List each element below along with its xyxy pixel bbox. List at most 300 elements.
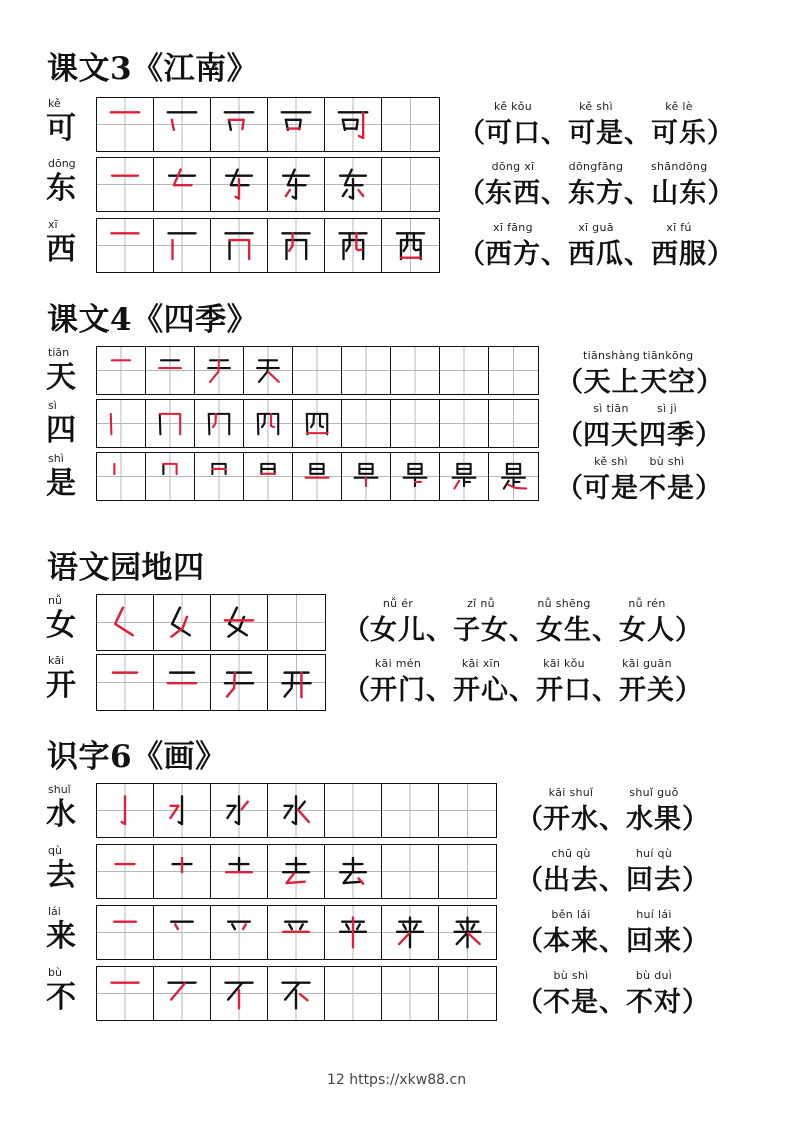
new-stroke [210,360,219,382]
stroke-step [154,906,210,959]
word-pinyin: kāi mén [374,657,422,670]
character-row [0,156,793,214]
word-text: 山东 [651,178,708,209]
word-pinyin: huí lái [636,908,672,921]
open-paren: （ [556,367,583,398]
stroke-order-grid [96,157,440,212]
close-paren: ） [707,239,734,270]
new-stroke [236,179,239,199]
close-paren: ） [682,926,709,957]
stroke-step [146,453,194,500]
grid-cell [211,845,268,898]
previous-stroke [472,924,475,929]
stroke-step [268,158,324,211]
word-pinyin: dōngfāng [568,160,624,173]
previous-stroke [350,179,353,199]
word-text: 四季 [639,420,695,451]
grid-cell [325,219,382,272]
head-character: 天 [46,360,76,395]
grid-cell [97,453,146,500]
open-paren: （ [516,987,543,1018]
word-pinyin: sì jì [657,402,677,415]
previous-stroke [404,233,407,251]
stroke-step [97,219,153,272]
new-stroke [174,170,192,186]
word-list [556,345,723,403]
new-stroke [160,414,180,434]
stroke-step [97,400,145,447]
grid-cell [382,784,439,837]
stroke-step [154,784,210,837]
word-text: 天上 [583,367,640,398]
previous-stroke [403,924,406,929]
grid-cell [211,906,268,959]
grid-cell [195,453,244,500]
word-text: 回去 [626,865,682,896]
word [583,455,639,509]
stroke-step [154,595,210,650]
previous-stroke [229,120,231,130]
grid-cell [97,967,154,1020]
grid-cell [154,845,211,898]
word-separator: 、 [426,615,453,646]
character-row [0,593,793,651]
new-stroke [227,673,235,697]
grid-cell [97,219,154,272]
previous-stroke [259,360,268,382]
word-pinyin: shāndōng [651,160,708,173]
open-paren: （ [458,178,485,209]
character-row [0,653,793,711]
word [639,402,695,456]
grid-cell [97,655,154,710]
stroke-step [97,347,145,394]
grid-cell [342,347,391,394]
grid-cell [268,845,325,898]
open-paren: （ [516,926,543,957]
grid-cell [439,845,496,898]
head-pinyin: shì [48,452,64,465]
stroke-step [244,453,292,500]
word-separator: 、 [599,804,626,835]
word [485,221,541,275]
stroke-step [97,784,153,837]
stroke-step [382,906,438,959]
word [626,847,682,901]
word [543,847,599,901]
head-pinyin: shuǐ [48,783,71,796]
stroke-step [97,967,153,1020]
word [568,221,624,275]
previous-stroke [461,924,464,929]
word [640,349,696,403]
grid-cell [293,347,342,394]
word [370,597,426,651]
head-character: 女 [46,608,76,643]
word-pinyin: tiānshàng [583,349,641,362]
stroke-order-grid [96,966,497,1021]
head-character: 西 [46,232,76,267]
head-character: 去 [46,858,76,893]
stroke-step [325,98,381,151]
word-pinyin: běn lái [551,908,591,921]
grid-cell [211,595,268,650]
open-paren: （ [556,420,583,451]
grid-cell [244,347,293,394]
grid-cell [244,453,293,500]
word-list [458,217,734,275]
stroke-step [268,845,324,898]
head-pinyin: kě [48,97,61,110]
head-pinyin: sì [48,399,57,412]
word-pinyin: tiānkōng [642,349,694,362]
new-stroke [271,414,274,427]
grid-cell [146,453,195,500]
word-list [516,904,709,962]
stroke-step [97,98,153,151]
previous-stroke [414,233,419,250]
character-row [0,345,793,403]
word-separator: 、 [599,987,626,1018]
previous-stroke [293,179,296,199]
new-stroke [213,414,216,427]
new-stroke [287,874,305,883]
new-stroke [468,933,480,944]
stroke-step [439,906,496,959]
grid-cell [268,158,325,211]
stroke-step [97,845,153,898]
stroke-order-grid [96,97,440,152]
close-paren: ） [682,804,709,835]
word-text: 女人 [619,615,675,646]
word-text: 四天 [583,420,639,451]
grid-cell [391,400,440,447]
word-text: 开水 [543,804,599,835]
stroke-step [244,400,292,447]
grid-cell [382,967,439,1020]
character-row [0,782,793,840]
word-list [458,156,734,214]
new-stroke [243,924,246,929]
grid-cell [391,347,440,394]
word-text: 回来 [626,926,682,957]
stroke-step [325,845,381,898]
word-text: 可是 [568,118,624,149]
stroke-step [211,967,267,1020]
grid-cell [97,400,146,447]
stroke-step [97,158,153,211]
grid-cell [154,595,211,650]
previous-stroke [284,806,292,818]
word-text: 不是 [639,473,695,504]
word-separator: 、 [509,615,536,646]
grid-cell [97,906,154,959]
previous-stroke [227,806,235,818]
word-text: 东西 [485,178,541,209]
new-stroke [269,372,279,382]
character-row [0,904,793,962]
grid-cell [268,219,325,272]
grid-cell [97,347,146,394]
previous-stroke [343,190,347,196]
stroke-step [211,158,267,211]
stroke-step [211,845,267,898]
previous-stroke [262,414,265,427]
section-title: 识字6《画》 [47,739,227,775]
word [626,969,682,1023]
grid-cell [97,845,154,898]
word-pinyin: kě shì [594,455,628,468]
previous-stroke [357,924,360,929]
word-separator: 、 [592,675,619,706]
stroke-step [154,219,210,272]
word-text: 西方 [485,239,541,270]
word-separator: 、 [624,118,651,149]
stroke-order-grid [96,905,497,960]
stroke-step [268,98,324,151]
close-paren: ） [707,118,734,149]
stroke-step [146,400,194,447]
word-text: 东方 [568,178,624,209]
grid-cell [154,219,211,272]
previous-stroke [293,796,296,824]
word-text: 可口 [485,118,541,149]
word-pinyin: kāi shuǐ [548,786,594,799]
grid-cell [211,655,268,710]
grid-cell [97,784,154,837]
word-separator: 、 [624,239,651,270]
word-text: 女生 [536,615,592,646]
stroke-step [211,595,267,650]
new-stroke [399,933,409,944]
grid-cell [391,453,440,500]
word-text: 子女 [453,615,509,646]
word-pinyin: xī guā [578,221,614,234]
head-character: 四 [46,413,76,448]
word [626,786,682,840]
grid-cell [146,400,195,447]
grid-cell [325,967,382,1020]
grid-cell [489,347,538,394]
previous-stroke [160,414,161,434]
word [568,160,624,214]
grid-cell [211,219,268,272]
previous-stroke [307,414,327,434]
word-pinyin: nǚ rén [628,597,666,610]
word [543,786,599,840]
word-separator: 、 [541,118,568,149]
head-pinyin: kāi [48,654,65,667]
grid-cell [211,967,268,1020]
stroke-step [154,158,210,211]
word-pinyin: kě shì [579,100,613,113]
new-stroke [175,924,178,929]
previous-stroke [457,933,467,944]
word-list [516,843,709,901]
head-character: 不 [46,980,76,1015]
stroke-step [154,967,210,1020]
character-row [0,843,793,901]
word [370,657,426,711]
word-text: 不是 [543,987,599,1018]
grid-cell [97,595,154,650]
previous-stroke [299,802,305,809]
new-stroke [509,485,526,489]
word-pinyin: zǐ nǚ [467,597,495,610]
stroke-step [244,347,292,394]
grid-cell [489,453,538,500]
grid-cell [146,347,195,394]
stroke-step [146,347,194,394]
character-row [0,217,793,275]
word-separator: 、 [541,178,568,209]
grid-cell [325,98,382,151]
grid-cell [154,784,211,837]
character-row [0,96,793,154]
close-paren: ） [675,615,702,646]
word [568,100,624,154]
new-stroke [300,994,307,1000]
word-pinyin: dōng xī [491,160,535,173]
stroke-step [325,906,381,959]
new-stroke [356,233,361,250]
grid-cell [97,158,154,211]
grid-cell [342,400,391,447]
word-pinyin: xī fāng [493,221,533,234]
previous-stroke [258,414,259,434]
grid-cell [382,906,439,959]
grid-cell [154,98,211,151]
word-pinyin: huí qù [635,847,673,860]
previous-stroke [258,414,278,434]
word-list [516,782,709,840]
word-list [343,593,702,651]
previous-stroke [346,233,349,251]
grid-cell [382,845,439,898]
grid-cell [154,655,211,710]
new-stroke [170,806,178,818]
previous-stroke [172,608,190,635]
grid-cell [382,219,439,272]
word-pinyin: bù duì [635,969,673,982]
word-pinyin: chū qù [551,847,591,860]
word-list [556,398,722,456]
previous-stroke [209,414,210,434]
new-stroke [163,464,176,474]
word-text: 西瓜 [568,239,624,270]
word-pinyin: xī fú [666,221,692,234]
previous-stroke [346,924,349,929]
previous-stroke [285,673,293,697]
word-pinyin: kě lè [665,100,693,113]
word [619,597,675,651]
head-pinyin: xī [48,218,58,231]
grid-cell [382,98,439,151]
new-stroke [298,810,309,822]
grid-cell [268,784,325,837]
word-pinyin: bù shì [553,969,589,982]
grid-cell [195,400,244,447]
previous-stroke [289,924,292,929]
word [453,657,509,711]
grid-cell [440,400,489,447]
grid-cell [325,158,382,211]
close-paren: ） [695,473,722,504]
stroke-order-grid [96,452,539,501]
stroke-order-grid [96,654,326,711]
stroke-step [268,655,325,710]
stroke-step [293,453,341,500]
page-footer: 12 https://xkw88.cn [326,1072,467,1088]
section-title: 课文4《四季》 [47,302,259,338]
new-stroke [115,608,133,635]
grid-cell [211,98,268,151]
word [543,969,599,1023]
grid-cell [268,655,325,710]
grid-cell [293,400,342,447]
open-paren: （ [516,804,543,835]
word-text: 天空 [640,367,697,398]
word-text: 可乐 [651,118,707,149]
grid-cell [382,158,439,211]
grid-cell [154,158,211,211]
word-pinyin: kāi kǒu [543,657,585,670]
word [485,160,541,214]
head-pinyin: qù [48,844,62,857]
open-paren: （ [556,473,583,504]
word [651,160,707,214]
stroke-step [268,967,324,1020]
head-pinyin: tiān [48,346,70,359]
new-stroke [454,481,459,489]
head-pinyin: nǚ [48,594,62,607]
word-list [556,451,722,509]
head-character: 可 [46,111,76,146]
stroke-order-grid [96,399,539,448]
word-text: 本来 [543,926,599,957]
new-stroke [171,983,185,999]
head-pinyin: bù [48,966,62,979]
stroke-step [97,655,153,710]
stroke-step [268,219,324,272]
grid-cell [97,98,154,151]
close-paren: ） [695,420,722,451]
grid-cell [244,400,293,447]
grid-cell [268,595,325,650]
word-text: 开关 [619,675,675,706]
stroke-step [440,453,488,500]
new-stroke [172,120,174,130]
stroke-order-grid [96,218,440,273]
word-text: 开心 [453,675,509,706]
stroke-step [97,453,145,500]
stroke-step [195,347,243,394]
head-character: 水 [46,797,76,832]
open-paren: （ [458,118,485,149]
word [485,100,541,154]
stroke-step [211,906,267,959]
word-separator: 、 [541,239,568,270]
word-pinyin: kāi guān [622,657,672,670]
close-paren: ） [707,178,735,209]
word-pinyin: kě kǒu [493,100,533,113]
word-separator: 、 [624,178,651,209]
word [453,597,509,651]
stroke-step [154,845,210,898]
grid-cell [268,98,325,151]
grid-cell [439,906,496,959]
word-separator: 、 [509,675,536,706]
